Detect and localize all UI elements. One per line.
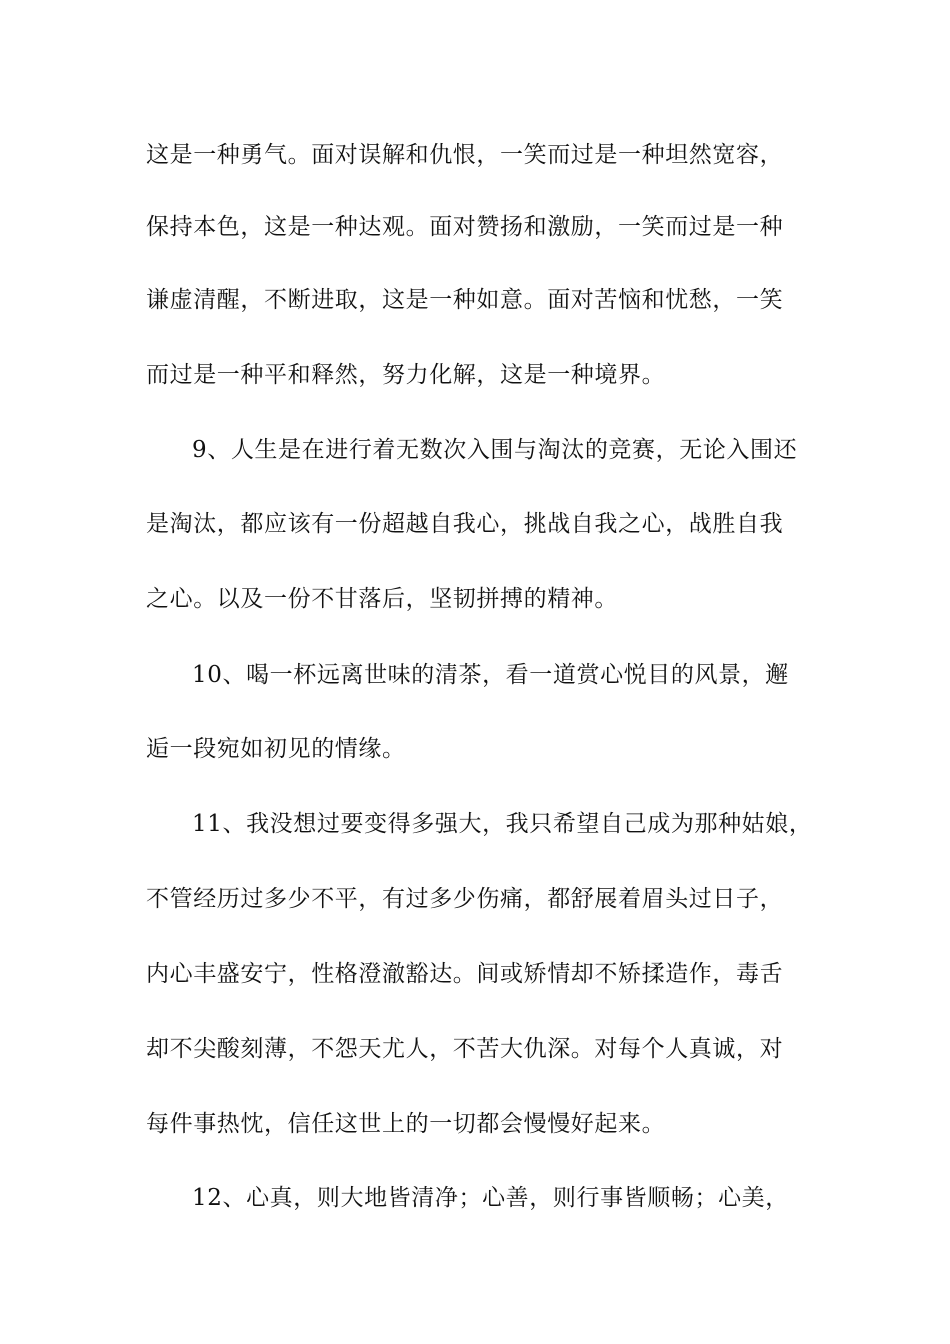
text-line-3: 谦虚清醒，不断进取，这是一种如意。面对苦恼和忧愁，一笑 (146, 287, 784, 313)
paragraph-11-line-2: 不管经历过多少不平，有过多少伤痛，都舒展着眉头过日子， (146, 886, 784, 912)
paragraph-9-line-1: 9、人生是在进行着无数次入围与淘汰的竞赛，无论入围还 (192, 437, 798, 463)
text-line-4: 而过是一种平和释然，努力化解，这是一种境界。 (146, 362, 666, 388)
text-line-1: 这是一种勇气。面对误解和仇恨，一笑而过是一种坦然宽容， (146, 142, 784, 168)
text-line-2: 保持本色，这是一种达观。面对赞扬和激励，一笑而过是一种 (146, 214, 784, 240)
paragraph-9-line-3: 之心。以及一份不甘落后，坚韧拼搏的精神。 (146, 586, 618, 612)
paragraph-11-line-3: 内心丰盛安宁，性格澄澈豁达。间或矫情却不矫揉造作，毒舌 (146, 961, 784, 987)
paragraph-11-line-1: 11、我没想过要变得多强大，我只希望自己成为那种姑娘， (192, 811, 813, 837)
paragraph-10-line-1: 10、喝一杯远离世味的清茶，看一道赏心悦目的风景，邂 (192, 662, 789, 688)
paragraph-11-line-5: 每件事热忱，信任这世上的一切都会慢慢好起来。 (146, 1111, 666, 1137)
paragraph-10-line-2: 逅一段宛如初见的情缘。 (146, 736, 406, 762)
paragraph-11-line-4: 却不尖酸刻薄，不怨天尤人，不苦大仇深。对每个人真诚，对 (146, 1036, 784, 1062)
paragraph-9-line-2: 是淘汰，都应该有一份超越自我心，挑战自我之心，战胜自我 (146, 511, 784, 537)
paragraph-12-line-1: 12、心真，则大地皆清净；心善，则行事皆顺畅；心美， (192, 1185, 789, 1211)
